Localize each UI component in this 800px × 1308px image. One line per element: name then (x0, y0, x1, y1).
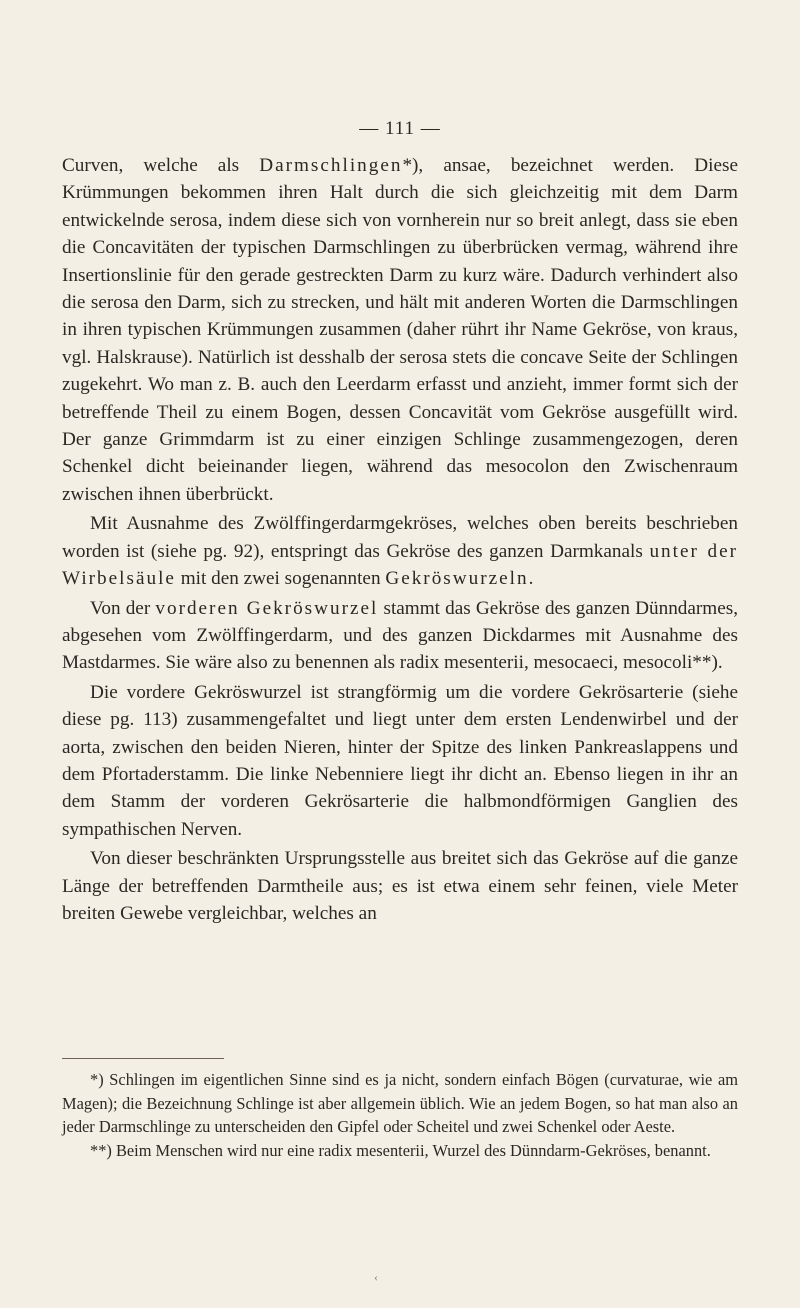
footnotes (62, 1068, 738, 1162)
emphasis-term: unter der Wirbelsäule (62, 540, 738, 590)
footnote-2: **) Beim Menschen wird nur eine radix mesenterii, Wurzel des Dünndarm-Gekröses, benannt. (90, 1140, 711, 1160)
print-speck: ‹ (374, 1270, 378, 1284)
footnote-1: *) Schlingen im eigentlichen Sinne sind es ja nicht, sondern einfach Bögen (curvaturae, wie am Magen); die Bezeichnung Schlinge ist aber allgemein üblich. Wie an jedem Bogen, so hat man also an jeder Darmschlinge zu unterscheiden den Gipfel oder Scheitel und zwei Schenkel oder Aeste. (62, 1070, 738, 1137)
text-run: Von der (90, 597, 156, 619)
footnote-divider (62, 1058, 224, 1059)
emphasis-term: Darmschlingen (259, 155, 403, 176)
paragraph-2 (62, 510, 738, 592)
paragraph-1 (62, 152, 738, 508)
paragraph-3 (62, 595, 738, 677)
text-run: mit den zwei sogenannten (175, 568, 386, 590)
text-run: *), ansae, bezeichnet werden. Diese Krümmungen bekommen ihren Halt durch die sich gleichzeitig mit dem Darm entwickelnde serosa, indem diese sich von vornherein nur so breit anlegt, dass sie eben die Concavitäten der typischen Darmschlingen zu überbrücken vermag, während ihre Insertionslinie für den gerade gestreckten Darm zu kurz wäre. Dadurch verhindert also die serosa den Darm, sich zu strecken, und hält mit anderen Worten die Darmschlingen in ihren typischen Krümmungen zusammen (daher rührt ihr Name Gekröse, von kraus, vgl. Halskrause). Natürlich ist desshalb der serosa stets die concave Seite der Schlingen zugekehrt. Wo man z. B. auch den Leerdarm erfasst und anzieht, immer formt sich der betreffende Theil zu einem Bogen, dessen Concavität vom Gekröse ausgefüllt wird. Der ganze Grimmdarm ist zu einer einzigen Schlinge zusammengezogen, deren Schenkel dicht beieinander liegen, während das mesocolon den Zwischenraum zwischen ihnen überbrückt. (62, 155, 738, 505)
text-run: Mit Ausnahme des Zwölffingerdarmgekröses, welches oben bereits beschrieben worden ist (siehe pg. 92), entspringt das Gekröse des ganzen Darmkanals (62, 513, 738, 562)
paragraph-4 (62, 679, 738, 843)
text-run: stammt das Gekröse des ganzen Dünndarmes, abgesehen vom Zwölffingerdarm, und des ganzen Dickdarmes mit Ausnahme des Mastdarmes. Sie wäre also zu benennen als radix mesenterii, mesocaeci, mesocoli**). (62, 597, 738, 674)
body-text (62, 152, 738, 927)
text-run: Die vordere Gekröswurzel ist strangförmig um die vordere Gekrösarterie (siehe diese pg. 113) zusammengefaltet und liegt unter dem ersten Lendenwirbel und der aorta, zwischen den beiden Nieren, hinter der Spitze des linken Pankreaslappens und dem Pfortaderstamm. Die linke Nebenniere liegt ihr dicht an. Ebenso liegen in ihr an dem Stamm der vorderen Gekrösarterie die halbmondförmigen Ganglien des sympathischen Nerven. (62, 681, 738, 840)
text-run: Curven, welche als (62, 155, 260, 176)
emphasis-term: vorderen Gekröswurzel (155, 597, 379, 619)
text-run: Von dieser beschränkten Ursprungsstelle aus breitet sich das Gekröse auf die ganze Länge der betreffenden Darmtheile aus; es ist etwa einem sehr feinen, viele Meter breiten Gewebe vergleichbar, welches an (62, 848, 738, 924)
emphasis-term: Gekröswurzeln (385, 568, 529, 590)
paragraph-5 (62, 845, 738, 927)
text-run: . (528, 568, 534, 590)
page-number: — 111 — (359, 118, 441, 139)
